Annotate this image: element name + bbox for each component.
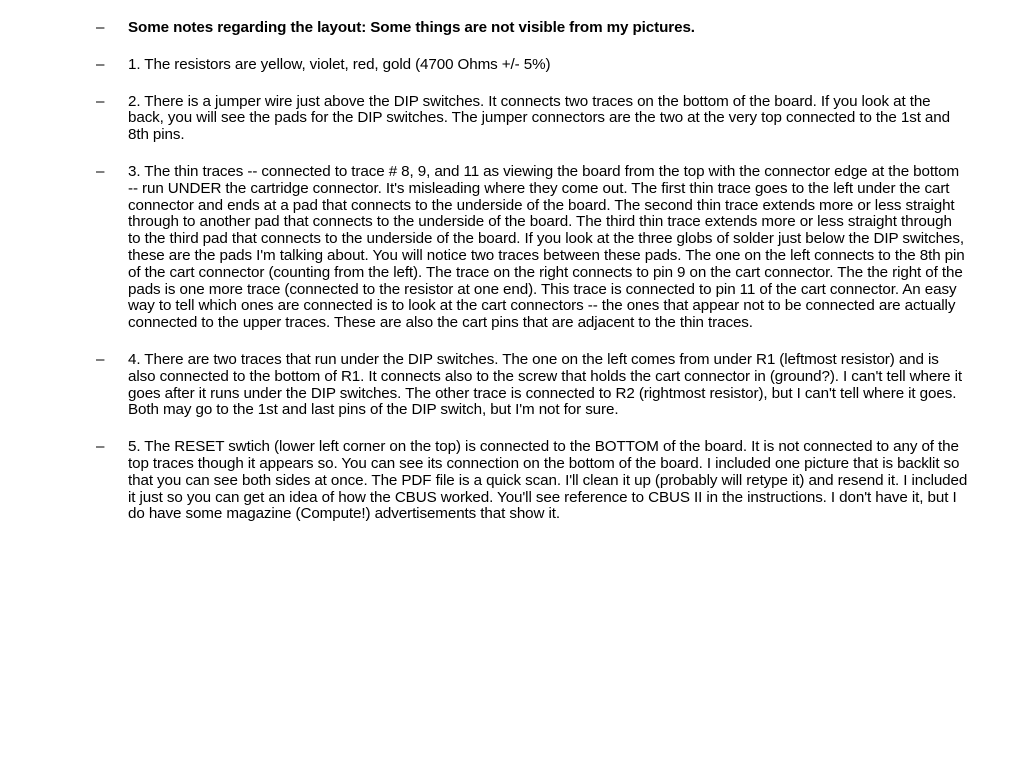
note-text: 1. The resistors are yellow, violet, red, gold (4700 Ohms +/- 5%) [128,55,551,73]
bullet-dash: – [96,55,105,73]
note-text: 4. There are two traces that run under the DIP switches. The one on the left comes from under R1 (leftmost resistor) and is also connected to the bottom of R1. It connects also to the screw that holds the cart connector in (ground?). I can't tell where it goes after it runs under the DIP switches. The other trace is connected to R2 (rightmost resistor), but I can't tell where it goes. Both may go to the 1st and last pins of the DIP switch, but I'm not for sure. [128,350,963,419]
note-dip-traces [96,352,968,419]
bullet-dash: – [96,438,105,456]
note-reset-switch [96,439,968,523]
note-text: 5. The RESET swtich (lower left corner on the top) is connected to the BOTTOM of the board. It is not connected to any of the top traces though it appears so. You can see its connection on the bottom of the board. I included one picture that is backlit so that you can see both sides at once. The PDF file is a quick scan. I'll clean it up (probably will retype it) and resend it. I included it just so you can get an idea of how the CBUS worked. You'll see reference to CBUS II in the instructions. I don't have it, but I do have some magazine (Compute!) advertisements that show it. [128,438,968,523]
bullet-dash: – [96,162,105,180]
note-text: 3. The thin traces -- connected to trace # 8, 9, and 11 as viewing the board from the top with the connector edge at the bottom -- run UNDER the cartridge connector. It's misleading where they come out. The first thin trace goes to the left under the cart connector and ends at a pad that connects to the underside of the board. The second thin trace extends more or less straight through to another pad that connects to the underside of the board. The third thin trace extends more or less straight through to the third pad that connects to the underside of the board. If you look at the three globs of solder just below the DIP switches, these are the pads I'm talking about. You will notice two traces between these pads. The one on the left connects to the 8th pin of the cart connector (counting from the left). The trace on the right connects to pin 9 on the cart connector. The the right of the pads is one more trace (connected to the resistor at one end). This trace is connected to pin 11 of the cart connector. An easy way to tell which ones are connected is to look at the cart connectors -- the ones that appear not to be connected are actually connected to the upper traces. These are also the cart pins that are adjacent to the thin traces. [128,162,965,332]
note-thin-traces [96,164,968,332]
bullet-dash: – [96,350,105,368]
bullet-dash: – [96,19,105,36]
note-resistors [96,57,968,74]
bullet-dash: – [96,92,105,110]
note-jumper-wire [96,94,968,144]
note-heading [96,20,968,37]
notes-list [96,20,968,543]
note-text: 2. There is a jumper wire just above the DIP switches. It connects two traces on the bottom of the board. If you look at the back, you will see the pads for the DIP switches. The jumper connectors are the two at the very top connected to the 1st and 8th pins. [128,92,950,144]
note-text: Some notes regarding the layout: Some things are not visible from my pictures. [128,19,695,36]
